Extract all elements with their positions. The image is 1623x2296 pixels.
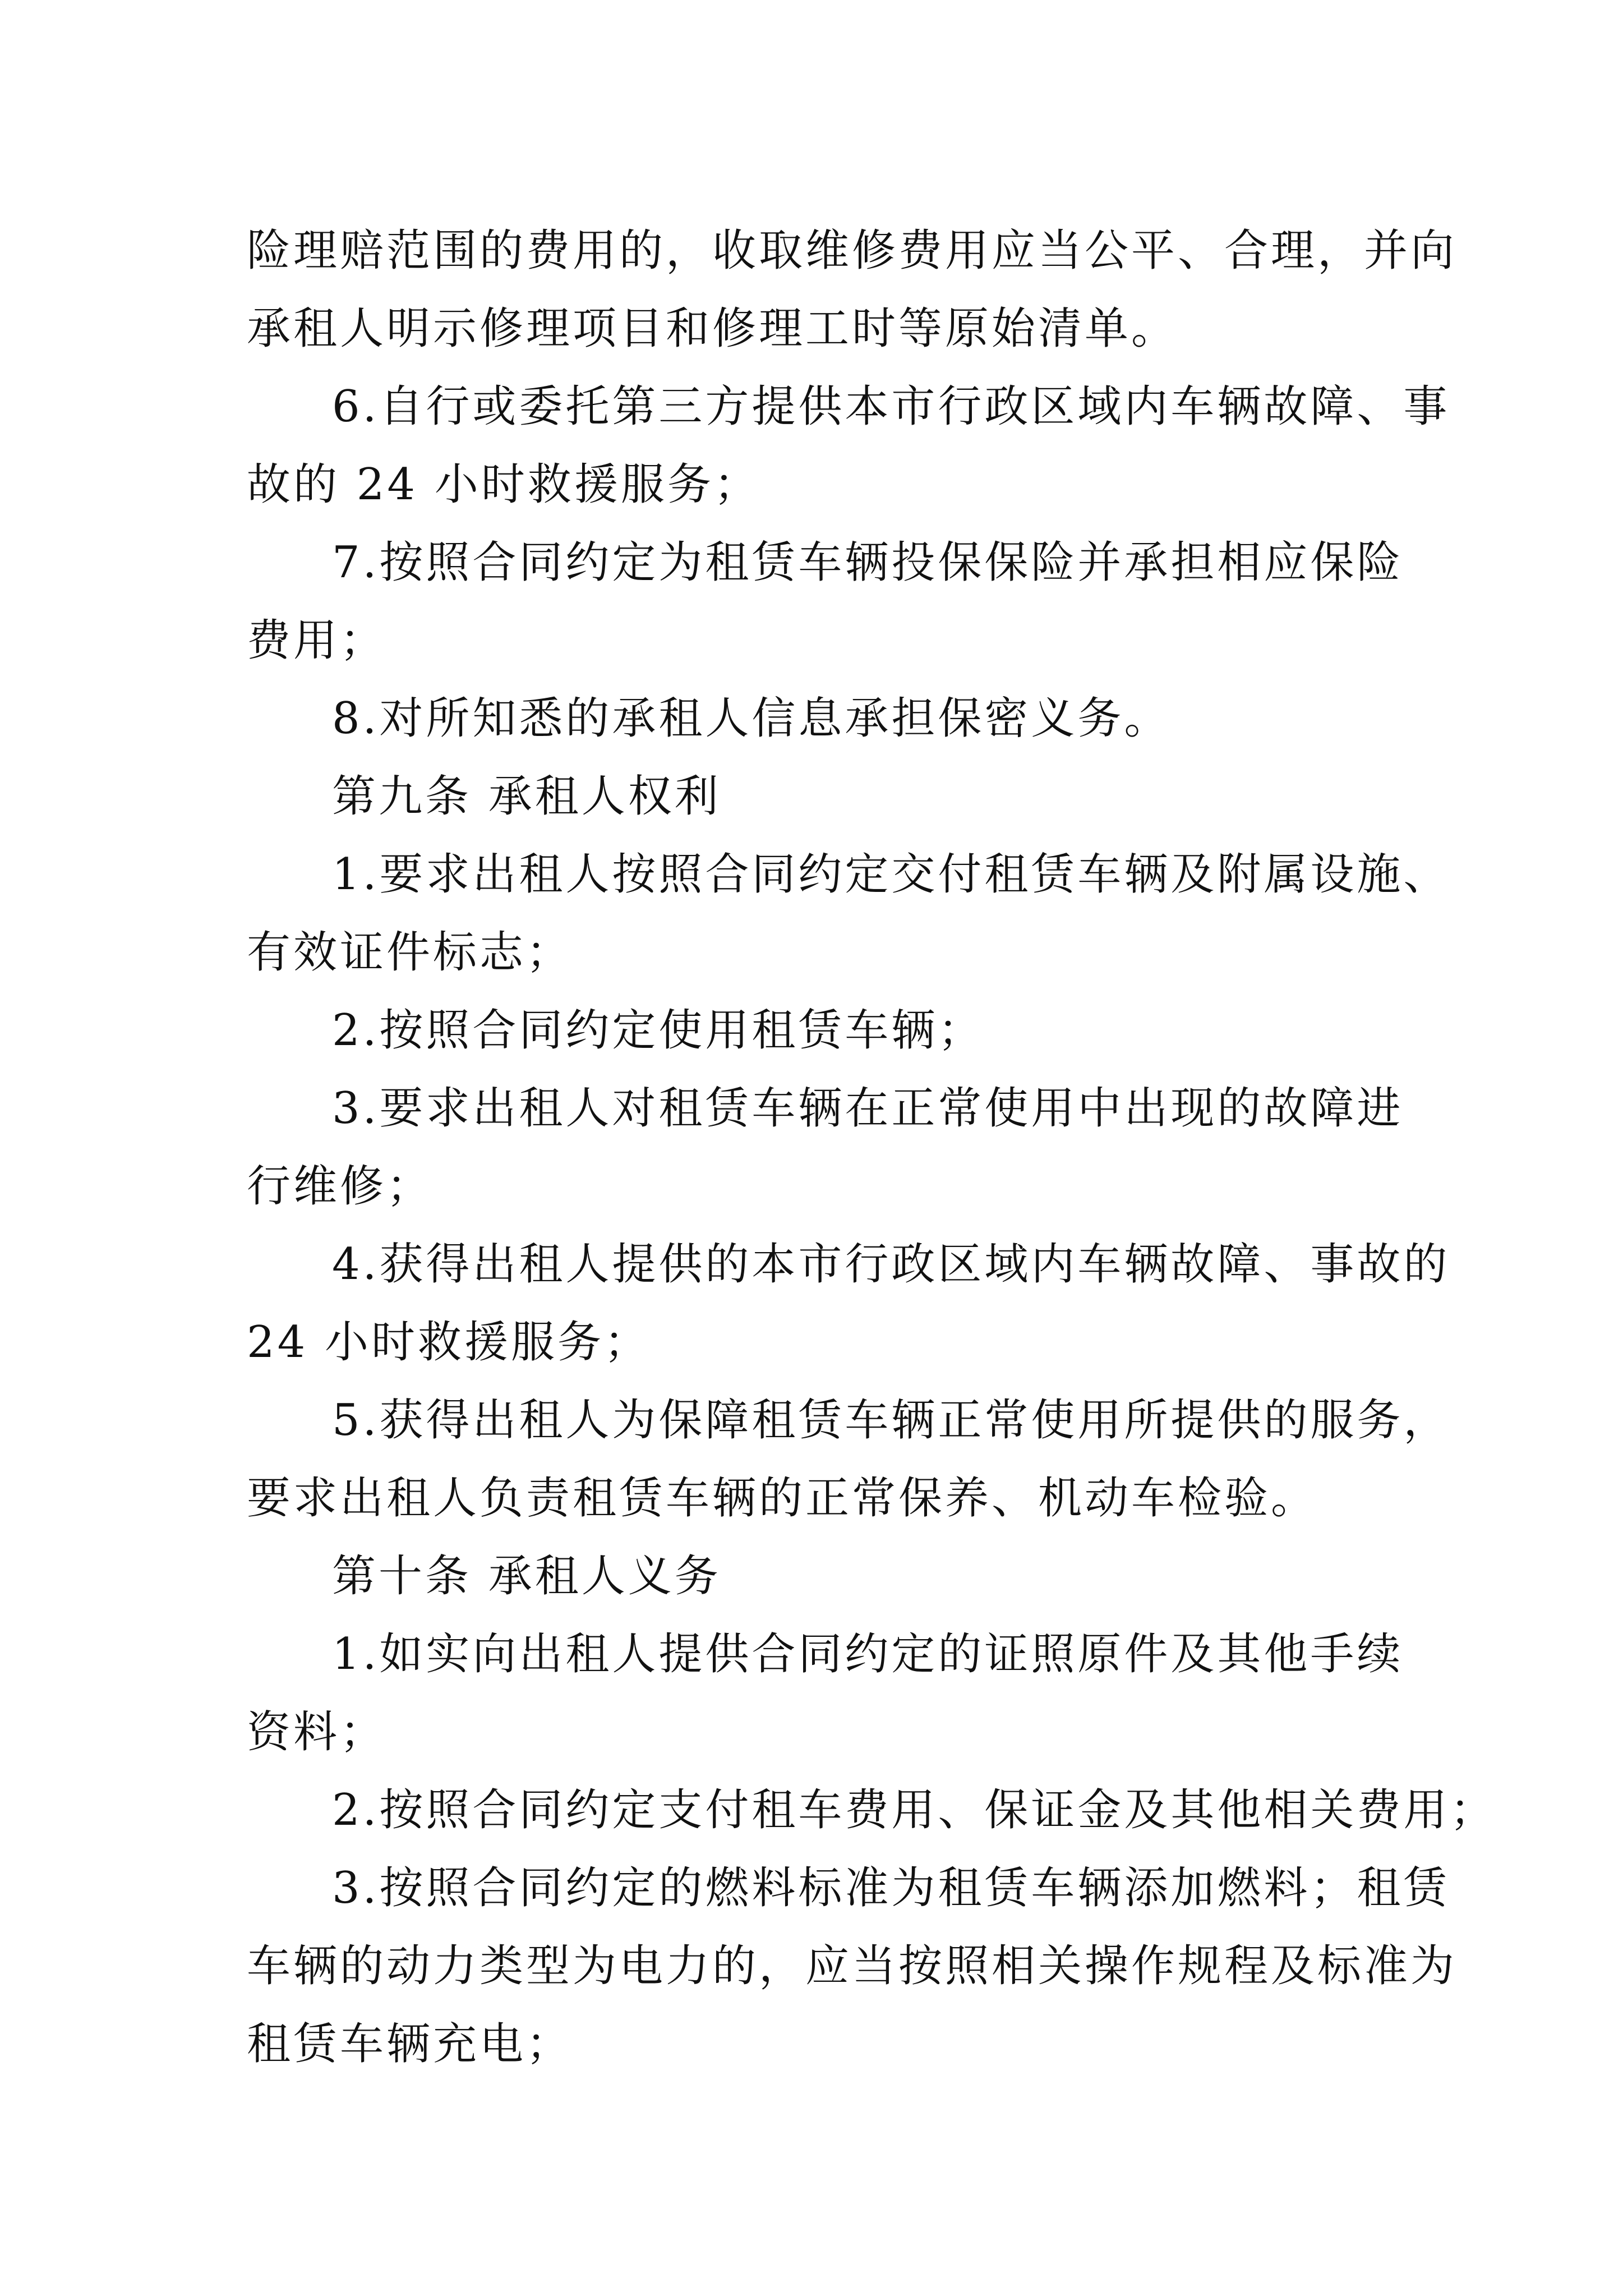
text-line: 行维修； bbox=[247, 1161, 434, 1212]
text-line: 3.按照合同约定的燃料标准为租赁车辆添加燃料；租赁 bbox=[332, 1863, 1450, 1913]
document-body bbox=[247, 212, 1497, 2083]
text-line: 1.要求出租人按照合同约定交付租赁车辆及附属设施、 bbox=[332, 849, 1450, 900]
text-line: 3.要求出租人对租赁车辆在正常使用中出现的故障进 bbox=[332, 1083, 1404, 1134]
text-line: 车辆的动力类型为电力的，应当按照相关操作规程及标准为 bbox=[247, 1941, 1458, 1991]
text-line: 资料； bbox=[247, 1707, 387, 1757]
text-line: 承租人明示修理项目和修理工时等原始清单。 bbox=[247, 303, 1178, 354]
text-line: 有效证件标志； bbox=[247, 927, 573, 978]
text-line: 费用； bbox=[247, 615, 387, 666]
text-line: 4.获得出租人提供的本市行政区域内车辆故障、事故的 bbox=[332, 1239, 1450, 1290]
text-line: 6.自行或委托第三方提供本市行政区域内车辆故障、事 bbox=[332, 381, 1450, 432]
section-heading: 第十条 承租人义务 bbox=[332, 1551, 721, 1602]
text-line: 2.按照合同约定使用租赁车辆； bbox=[332, 1005, 985, 1056]
text-line: 险理赔范围的费用的，收取维修费用应当公平、合理，并向 bbox=[247, 226, 1458, 276]
text-line: 租赁车辆充电； bbox=[247, 2019, 573, 2069]
text-line: 24 小时救援服务； bbox=[247, 1317, 651, 1368]
text-line: 2.按照合同约定支付租车费用、保证金及其他相关费用； bbox=[332, 1785, 1497, 1835]
text-line: 要求出租人负责租赁车辆的正常保养、机动车检验。 bbox=[247, 1473, 1318, 1524]
text-line: 7.按照合同约定为租赁车辆投保保险并承担相应保险 bbox=[332, 537, 1404, 588]
section-heading: 第九条 承租人权利 bbox=[332, 771, 721, 822]
text-line: 1.如实向出租人提供合同约定的证照原件及其他手续 bbox=[332, 1629, 1404, 1680]
text-line: 8.对所知悉的承租人信息承担保密义务。 bbox=[332, 693, 1171, 744]
text-line: 故的 24 小时救援服务； bbox=[247, 459, 760, 510]
text-line: 5.获得出租人为保障租赁车辆正常使用所提供的服务， bbox=[332, 1395, 1450, 1446]
